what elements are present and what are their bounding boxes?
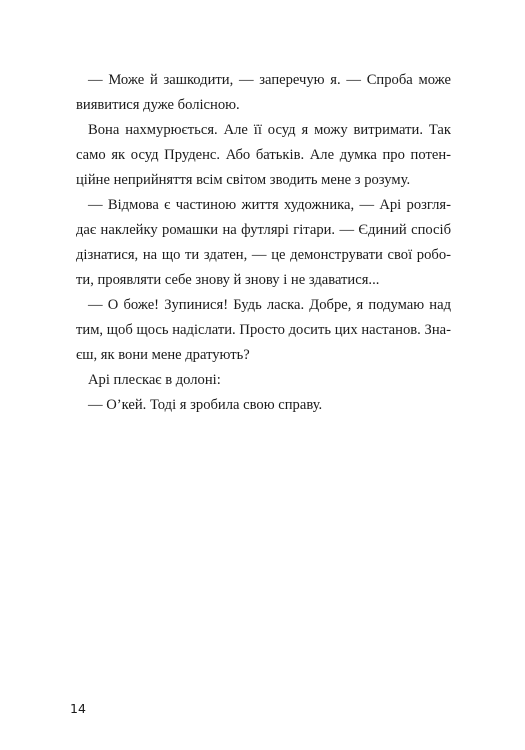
text-line: само як осуд Пруденс. Або батьків. Але думка про потен- bbox=[76, 147, 451, 163]
text-line: ти, проявляти себе знову й знову і не здаватися... bbox=[76, 272, 380, 288]
text-line: дізнатися, на що ти здатен, — це демонструвати свої робо- bbox=[76, 247, 451, 263]
text-line: тим, щоб щось надіслати. Просто досить цих настанов. Зна- bbox=[76, 322, 451, 338]
text-line: — Відмова є частиною життя художника, — Арі розгля- bbox=[88, 197, 451, 213]
text-line: Арі плескає в долоні: bbox=[88, 372, 221, 388]
text-line: ційне неприйняття всім світом зводить мене з розуму. bbox=[76, 172, 411, 188]
text-line: — О’кей. Тоді я зробила свою справу. bbox=[88, 397, 323, 413]
text-line: єш, як вони мене дратують? bbox=[76, 347, 250, 363]
page-number: 14 bbox=[70, 701, 86, 716]
text-line: дає наклейку ромашки на футлярі гітари. — Єдиний спосіб bbox=[76, 222, 451, 238]
text-line: виявитися дуже болісною. bbox=[76, 97, 240, 113]
text-line: — Може й зашкодити, — заперечую я. — Спроба може bbox=[88, 72, 451, 88]
body-text bbox=[76, 68, 451, 418]
text-line: Вона нахмурюється. Але її осуд я можу витримати. Так bbox=[88, 122, 451, 138]
text-line: — О боже! Зупинися! Будь ласка. Добре, я подумаю над bbox=[88, 297, 451, 313]
